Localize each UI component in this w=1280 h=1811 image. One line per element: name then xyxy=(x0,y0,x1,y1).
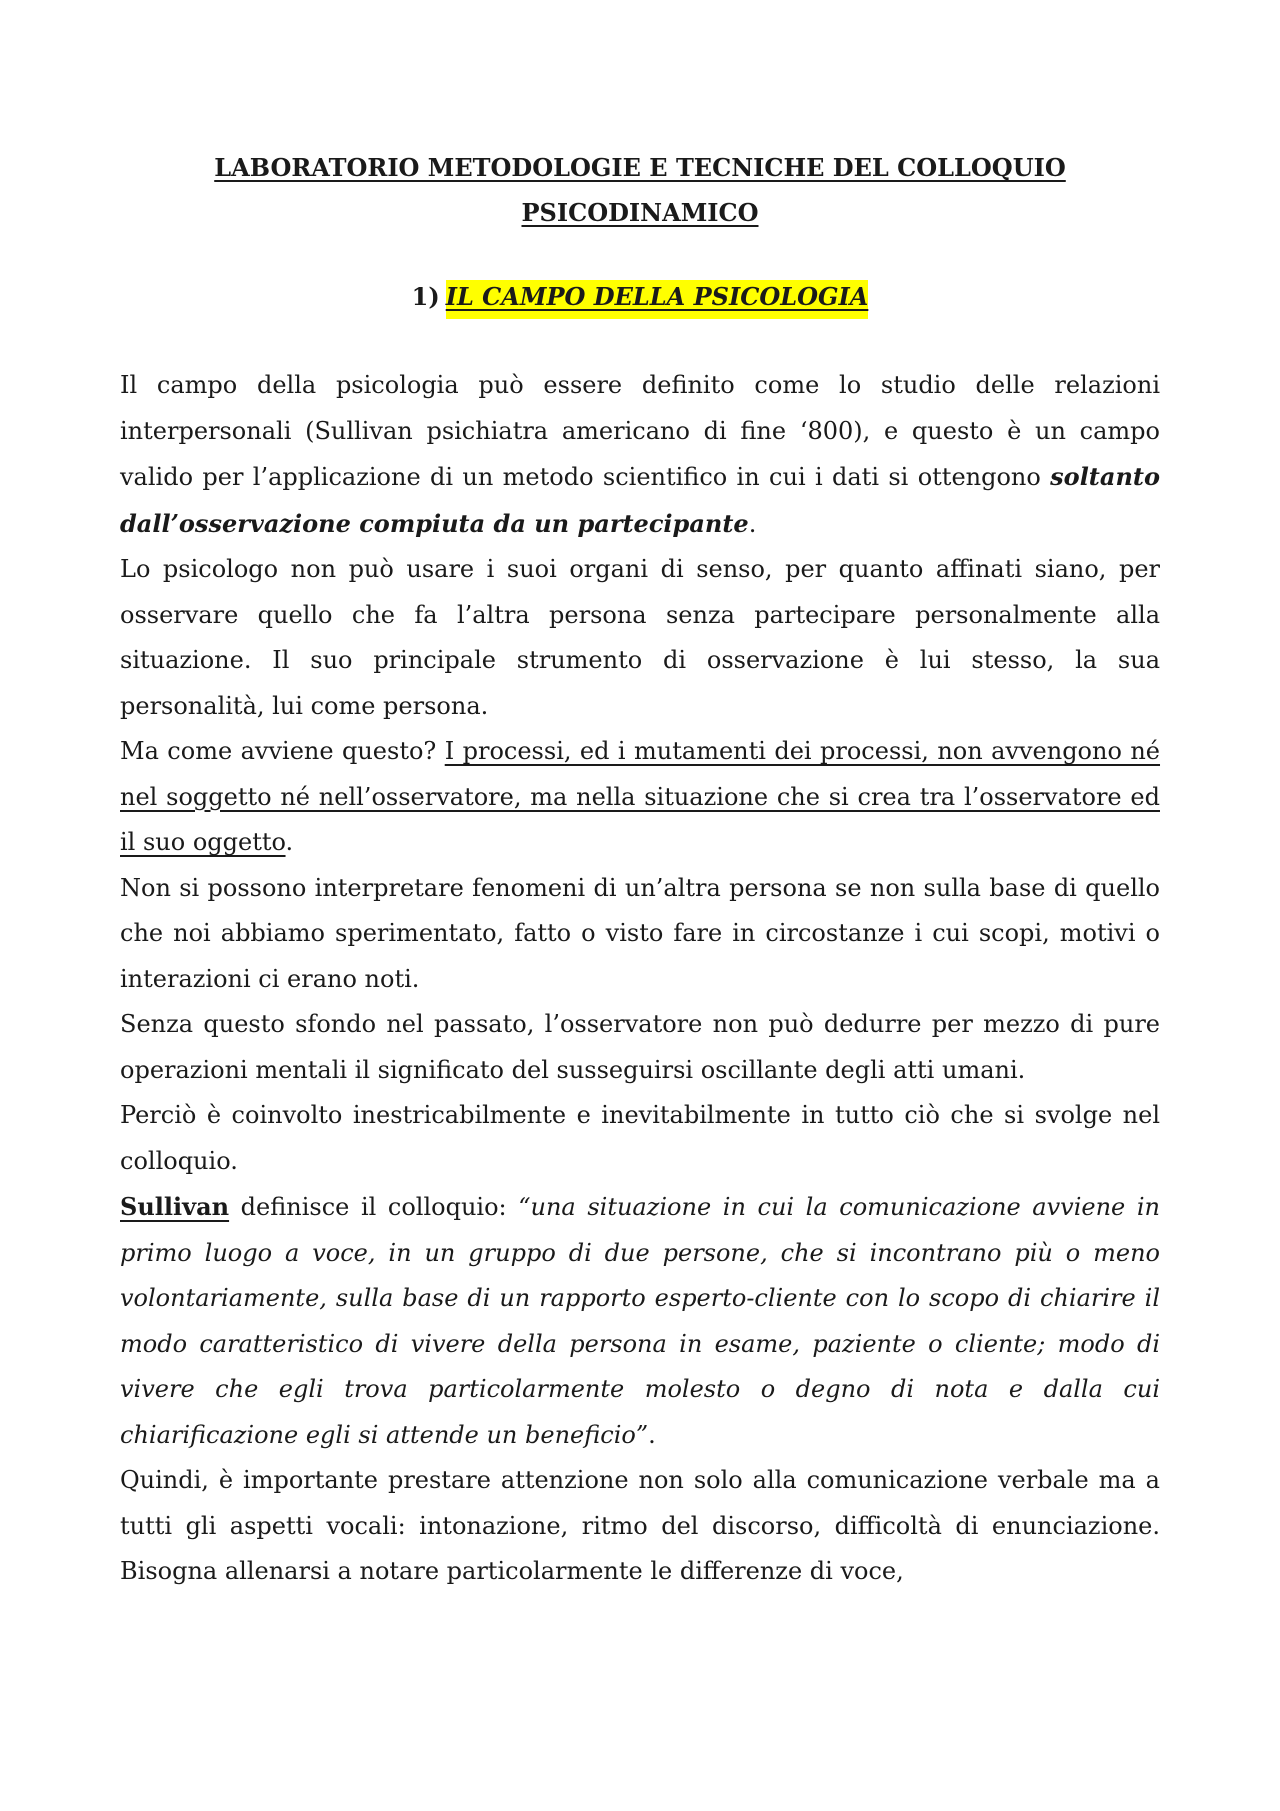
paragraph-1-end: . xyxy=(748,509,757,538)
section-title: IL CAMPO DELLA PSICOLOGIA xyxy=(446,280,869,319)
section-number: 1) xyxy=(411,282,440,311)
paragraph-6: Perciò è coinvolto inestricabilmente e inevitabilmente in tutto ciò che si svolge nel colloquio. xyxy=(120,1101,1160,1175)
document-body xyxy=(120,363,1160,1595)
paragraph-7-end: . xyxy=(648,1420,656,1449)
paragraph-7 xyxy=(120,1184,1160,1458)
paragraph-3-end: . xyxy=(285,828,294,856)
document-page xyxy=(120,145,1160,1595)
paragraph-3-underlined: I processi, ed i mutamenti dei processi, non avvengono né nel soggetto né nell’osservatore, ma nella situazione che si crea tra l’osservatore ed il suo oggetto xyxy=(120,737,1161,856)
document-title-line2: PSICODINAMICO xyxy=(521,198,759,227)
paragraph-7-quote: “una situazione in cui la comunicazione avviene in primo luogo a voce, in un gruppo di due persone, che si incontrano più o meno volontariamente, sulla base di un rapporto esperto-cliente con lo scopo di chiarire il modo caratteristico di vivere della persona in esame, paziente o cliente; modo di vivere che egli trova particolarmente molesto o degno di nota e dalla cui chiarificazione egli si attende un beneficio” xyxy=(120,1193,1160,1449)
paragraph-2: Lo psicologo non può usare i suoi organi di senso, per quanto affinati siano, per osservare quello che fa l’altra persona senza partecipare personalmente alla situazione. Il suo principale strumento di osservazione è lui stesso, la sua personalità, lui come persona. xyxy=(120,555,1160,720)
paragraph-3-text: Ma come avviene questo? xyxy=(120,737,445,765)
paragraph-7-author: Sullivan xyxy=(120,1192,230,1221)
paragraph-1-emphasis: soltanto dall’osservazione compiuta da un partecipante xyxy=(120,462,1160,538)
paragraph-5: Senza questo sfondo nel passato, l’osservatore non può dedurre per mezzo di pure operazioni mentali il significato del susseguirsi oscillante degli atti umani. xyxy=(120,1010,1160,1084)
paragraph-3 xyxy=(120,729,1160,866)
paragraph-4: Non si possono interpretare fenomeni di un’altra persona se non sulla base di quello che noi abbiamo sperimentato, fatto o visto fare in circostanze i cui scopi, motivi o interazioni ci erano noti. xyxy=(120,873,1160,993)
paragraph-7-text: definisce il colloquio: xyxy=(229,1193,519,1221)
document-title-line1: LABORATORIO METODOLOGIE E TECNICHE DEL COLLOQUIO xyxy=(214,153,1066,182)
document-title xyxy=(120,145,1160,235)
section-heading xyxy=(120,273,1160,321)
paragraph-1-text: Il campo della psicologia può essere definito come lo studio delle relazioni interpersonali (Sullivan psichiatra americano di fine ‘800), e questo è un campo valido per l’applicazione di un metodo scientifico in cui i dati si ottengono xyxy=(120,371,1160,491)
paragraph-1 xyxy=(120,363,1160,547)
paragraph-8: Quindi, è importante prestare attenzione non solo alla comunicazione verbale ma a tutti gli aspetti vocali: intonazione, ritmo del discorso, difficoltà di enunciazione. Bisogna allenarsi a notare particolarmente le differenze di voce, xyxy=(120,1466,1160,1585)
